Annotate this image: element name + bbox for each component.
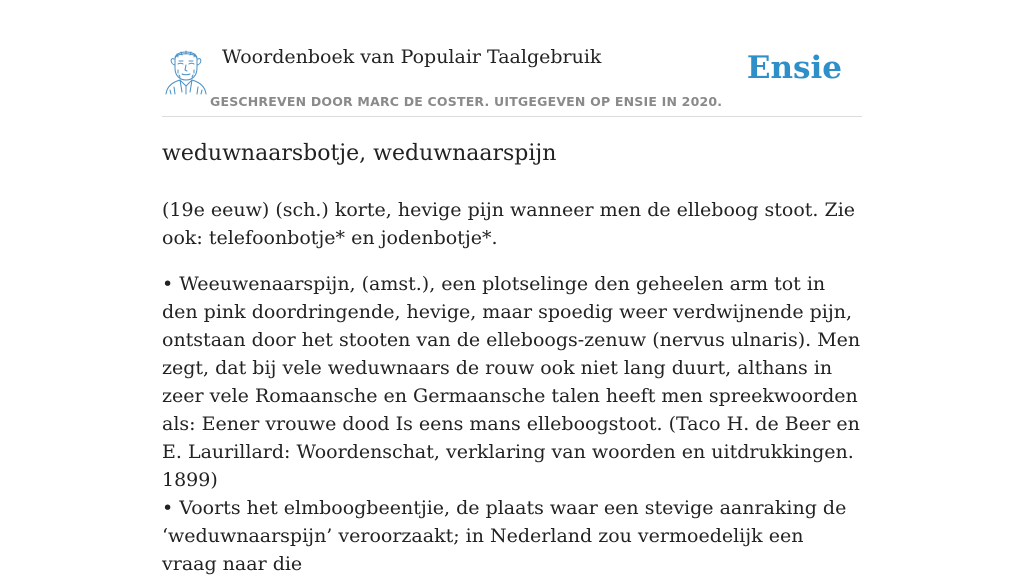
entry-quote: • Voorts het elmboogbeentjie, de plaats waar een stevige aanraking de ‘weduwnaarspijn’ veroorzaakt; in Nederland zou vermoedelijk een vraag naar die xyxy=(162,497,847,575)
book-header xyxy=(162,40,862,117)
entry-title: weduwnaarsbotje, weduwnaarspijn xyxy=(162,141,557,166)
ensie-logo[interactable]: Ensie xyxy=(746,50,842,86)
entry-quote: • Weeuwenaarspijn, (amst.), een plotselinge den geheelen arm tot in den pink doordringende, hevige, maar spoedig weer verdwijnende pijn, ontstaan door het stooten van de elleboogs-zenuw (nervus ulnaris). Men zegt, dat bij vele weduwnaars de rouw ook niet lang duurt, althans in zeer vele Romaansche en Germaansche talen heeft men spreekwoorden als: Eener vrouwe dood Is eens mans elleboogstoot. (Taco H. de Beer en E. Laurillard: Woordenschat, verklaring van woorden en uitdrukkingen. 1899) xyxy=(162,273,861,491)
entry-content xyxy=(162,136,862,578)
author-byline: GESCHREVEN DOOR MARC DE COSTER. UITGEGEVEN OP ENSIE IN 2020. xyxy=(210,94,723,109)
entry-definition: (19e eeuw) (sch.) korte, hevige pijn wanneer men de elleboog stoot. Zie ook: telefoonbotje* en jodenbotje*. xyxy=(162,199,856,249)
author-portrait-icon xyxy=(162,46,210,96)
book-title[interactable]: Woordenboek van Populair Taalgebruik xyxy=(222,46,602,68)
